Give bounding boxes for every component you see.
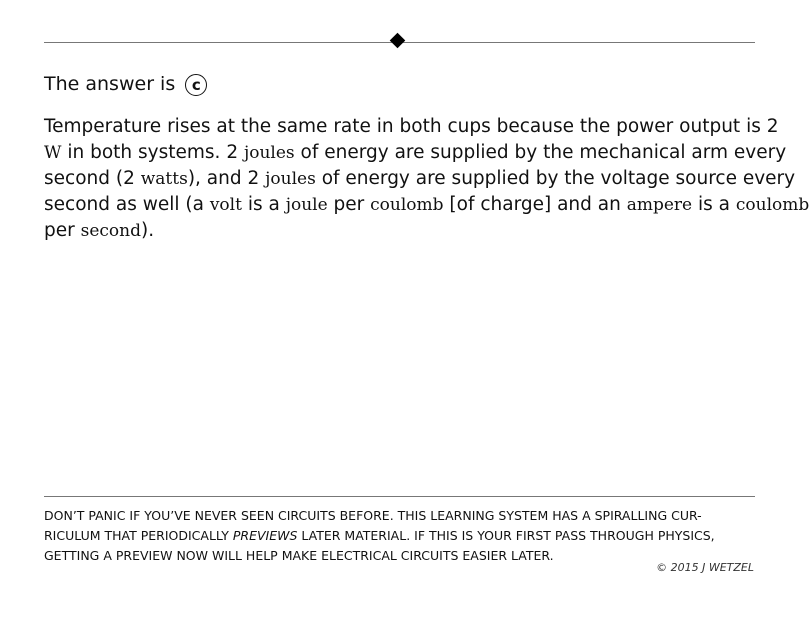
explanation-line-4: second as well (a volt is a joule per coulomb [of charge] and an ampere is a coulomb	[44, 194, 809, 215]
diamond-ornament	[390, 33, 406, 49]
footer-note	[44, 506, 755, 566]
copyright-notice: © 2015 J WETZEL	[656, 561, 754, 574]
explanation-line-5: per second).	[44, 220, 155, 241]
answer-prefix: The answer is	[44, 73, 176, 95]
answer-line	[44, 70, 207, 98]
explanation-line-1: Temperature rises at the same rate in both cups because the power output is 2	[44, 116, 779, 137]
explanation-paragraph	[44, 114, 809, 244]
explanation-line-3: second (2 watts), and 2 joules of energy are supplied by the voltage source every	[44, 168, 796, 189]
footer-line-2: RICULUM THAT PERIODICALLY PREVIEWS LATER MATERIAL. IF THIS IS YOUR FIRST PASS THROUGH PHYSICS,	[44, 528, 715, 543]
footer-divider	[44, 496, 755, 497]
footer-line-3: GETTING A PREVIEW NOW WILL HELP MAKE ELECTRICAL CIRCUITS EASIER LATER.	[44, 548, 554, 563]
explanation-line-2: W in both systems. 2 joules of energy are supplied by the mechanical arm every	[44, 142, 787, 163]
answer-choice-badge: c	[185, 74, 207, 96]
footer-line-1: DON’T PANIC IF YOU’VE NEVER SEEN CIRCUITS BEFORE. THIS LEARNING SYSTEM HAS A SPIRALLING CUR-	[44, 508, 702, 523]
